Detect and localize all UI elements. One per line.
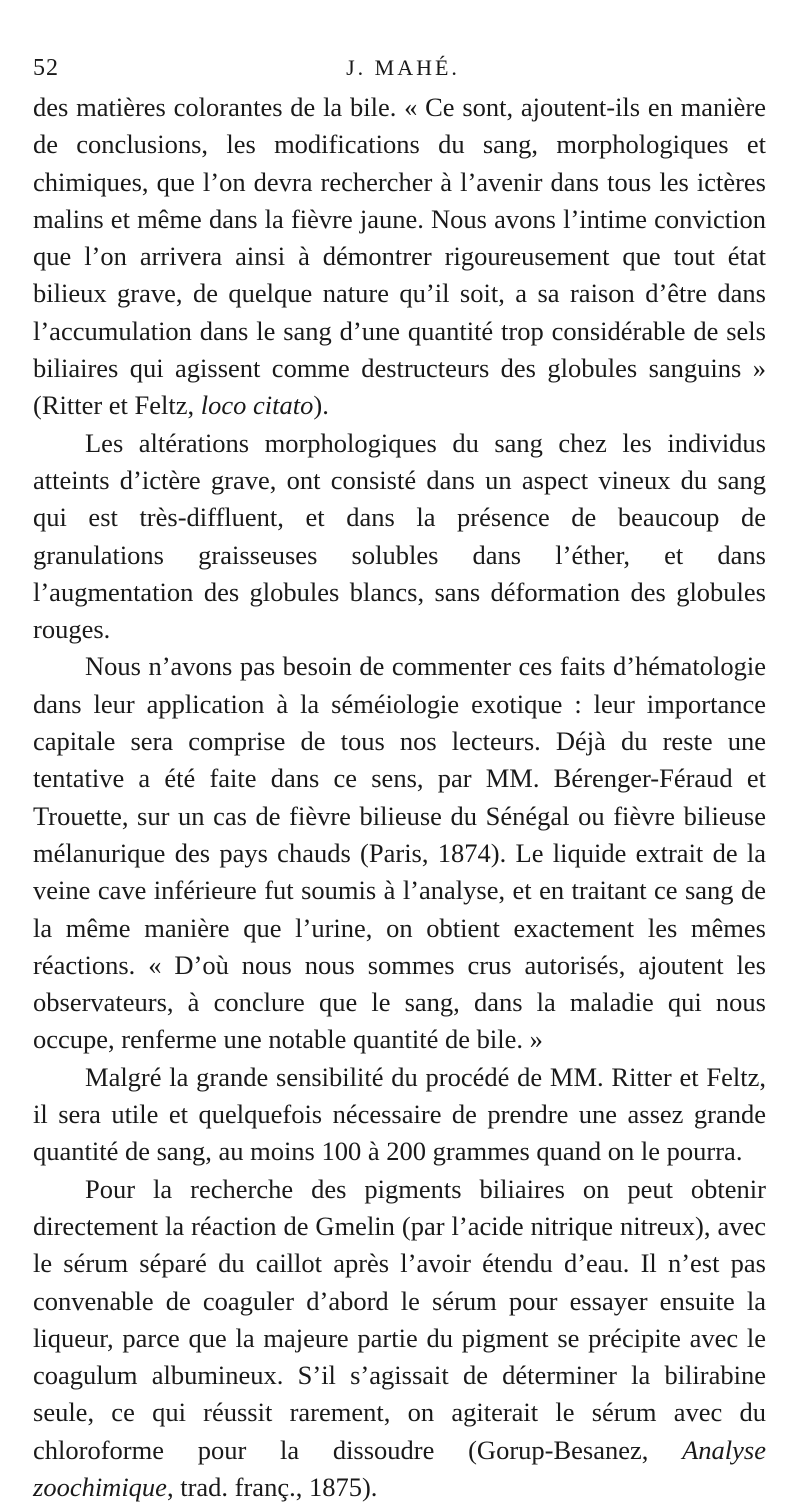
page-header	[33, 55, 773, 89]
page-number: 52	[33, 55, 59, 81]
running-head: J. MAHÉ.	[346, 55, 460, 80]
text-segment: ).	[313, 390, 329, 421]
italic-text: loco citato	[200, 390, 314, 421]
paragraph	[33, 1171, 766, 1506]
paragraph	[33, 648, 766, 1058]
paragraph	[33, 425, 766, 649]
italic-text: Analyse zoochimique	[33, 1434, 766, 1502]
text-segment: Nous n’avons pas besoin de commenter ces faits d’hématologie dans leur application à la séméiologie exotique : leur importance capitale sera comprise de tous nos lecteurs. Déjà du reste une tentative a été faite dans ce sens, par MM. Bérenger-Féraud et Trouette, sur un cas de fièvre bilieuse du Sénégal ou fièvre bilieuse mélanurique des pays chauds (Paris, 1874). Le liquide extrait de la veine cave inférieure fut soumis à l’analyse, et en traitant ce sang de la même manière que l’urine, on obtient exactement les mêmes réactions. « D’où nous nous sommes crus autorisés, ajoutent les observateurs, à conclure que le sang, dans la maladie qui nous occupe, renferme une notable quantité de bile. »	[33, 651, 766, 1055]
paragraph	[33, 89, 766, 425]
text-segment: Pour la recherche des pigments biliaires on peut obtenir directement la réaction de Gmelin (par l’acide nitrique nitreux), avec le sérum séparé du caillot après l’avoir étendu d’eau. Il n’est pas convenable de coaguler d’abord le sérum pour essayer ensuite la liqueur, parce que la majeure partie du pigment se précipite avec le coagulum albumineux. S’il s’agissait de déterminer la bilirabine seule, ce qui réussit rarement, on agiterait le sérum avec du chloroforme pour la dissoudre (Gorup-Besanez,	[33, 1173, 766, 1465]
text-segment: Les altérations morphologiques du sang chez les individus atteints d’ictère grave, ont consisté dans un aspect vineux du sang qui est très-diffluent, et dans la présence de beaucoup de granulations graisseuses solubles dans l’éther, et dans l’augmentation des globules blancs, sans déformation des globules rouges.	[33, 427, 766, 645]
text-segment: des matières colorantes de la bile. « Ce sont, ajoutent-ils en manière de conclusions, les modifications du sang, morphologiques et chimiques, que l’on devra rechercher à l’avenir dans tous les ictères malins et même dans la fièvre jaune. Nous avons l’intime conviction que l’on arrivera ainsi à démontrer rigoureusement que tout état bilieux grave, de quelque nature qu’il soit, a sa raison d’être dans l’accumulation dans le sang d’une quantité trop considérable de sels biliaires qui agissent comme destructeurs des globules sanguins » (Ritter et Feltz,	[33, 92, 766, 421]
body-text	[33, 89, 766, 1506]
paragraph	[33, 1059, 766, 1171]
text-segment: Malgré la grande sensibilité du procédé de MM. Ritter et Feltz, il sera utile et quelquefois nécessaire de prendre une assez grande quantité de sang, au moins 100 à 200 grammes quand on le pourra.	[33, 1061, 766, 1167]
text-segment: , trad. franç., 1875).	[166, 1471, 378, 1502]
